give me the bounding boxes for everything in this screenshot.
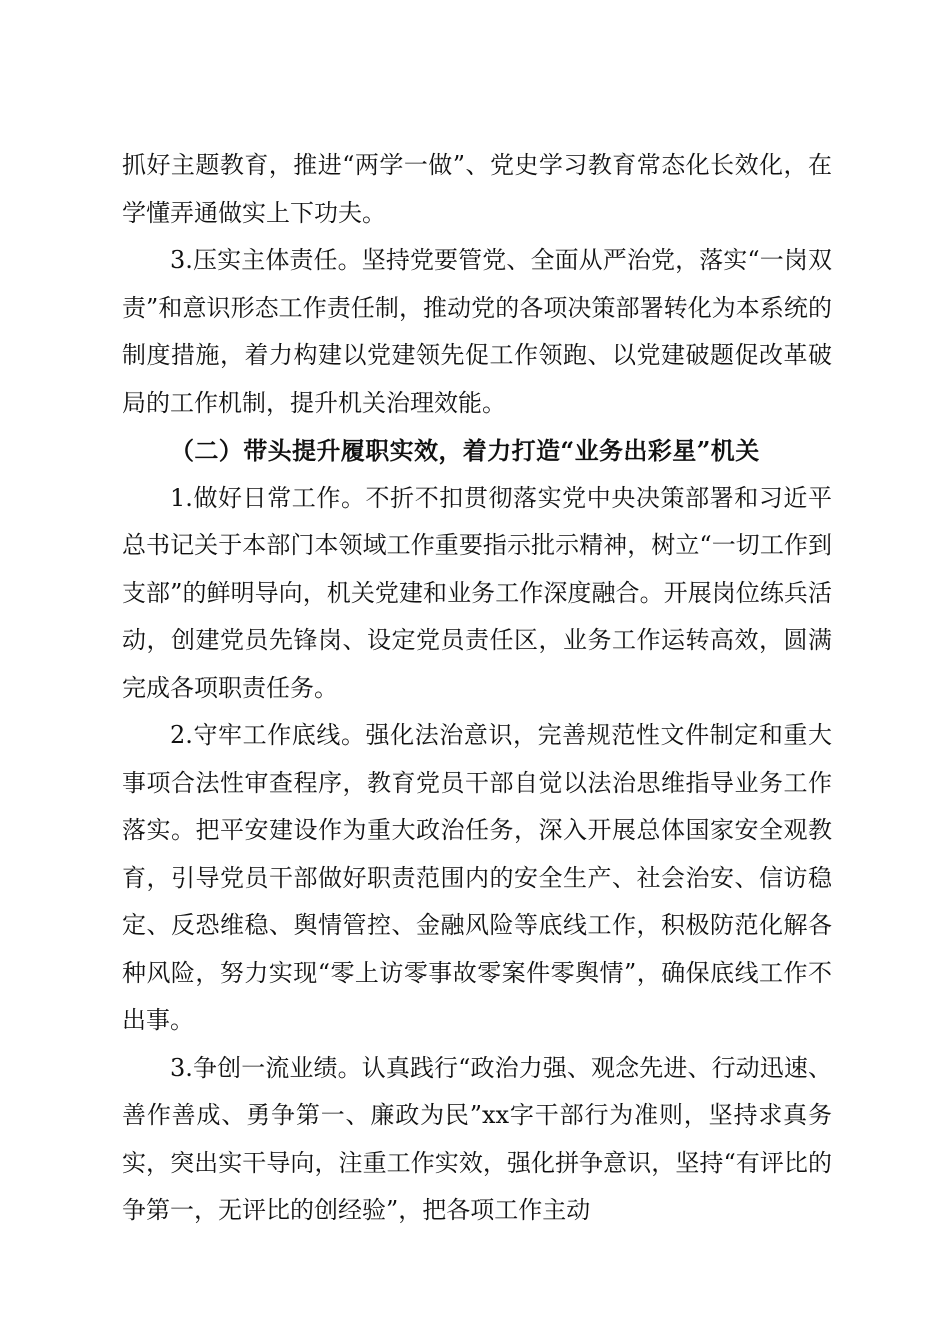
- section-heading-2: （二）带头提升履职实效，着力打造“业务出彩星”机关: [170, 436, 760, 465]
- paragraph-continuation: 抓好主题教育，推进“两学一做”、党史学习教育常态化长效化，在学懂弄通做实上下功夫。: [122, 151, 832, 227]
- paragraph-item-1-daily-work: 1.做好日常工作。不折不扣贯彻落实党中央决策部署和习近平总书记关于本部门本领域工作重要指示批示精神，树立“一切工作到支部”的鲜明导向，机关党建和业务工作深度融合。开展岗位练兵活动，创建党员先锋岗、设定党员责任区，业务工作运转高效，圆满完成各项职责任务。: [122, 483, 832, 702]
- document-page: [122, 142, 832, 1235]
- paragraph-item-2-bottom-line: 2.守牢工作底线。强化法治意识，完善规范性文件制定和重大事项合法性审查程序，教育党员干部自觉以法治思维指导业务工作落实。把平安建设作为重大政治任务，深入开展总体国家安全观教育，引导党员干部做好职责范围内的安全生产、社会治安、信访稳定、反恐维稳、舆情管控、金融风险等底线工作，积极防范化解各种风险，努力实现“零上访零事故零案件零舆情”，确保底线工作不出事。: [122, 721, 832, 1034]
- paragraph-item-3-performance: 3.争创一流业绩。认真践行“政治力强、观念先进、行动迅速、善作善成、勇争第一、廉政为民”xx字干部行为准则，坚持求真务实，突出实干导向，注重工作实效，强化拼争意识，坚持“有评比的争第一，无评比的创经验”，把各项工作主动: [122, 1053, 832, 1224]
- paragraph-item-3-responsibility: 3.压实主体责任。坚持党要管党、全面从严治党，落实“一岗双责”和意识形态工作责任制，推动党的各项决策部署转化为本系统的制度措施，着力构建以党建领先促工作领跑、以党建破题促改革破局的工作机制，提升机关治理效能。: [122, 246, 832, 417]
